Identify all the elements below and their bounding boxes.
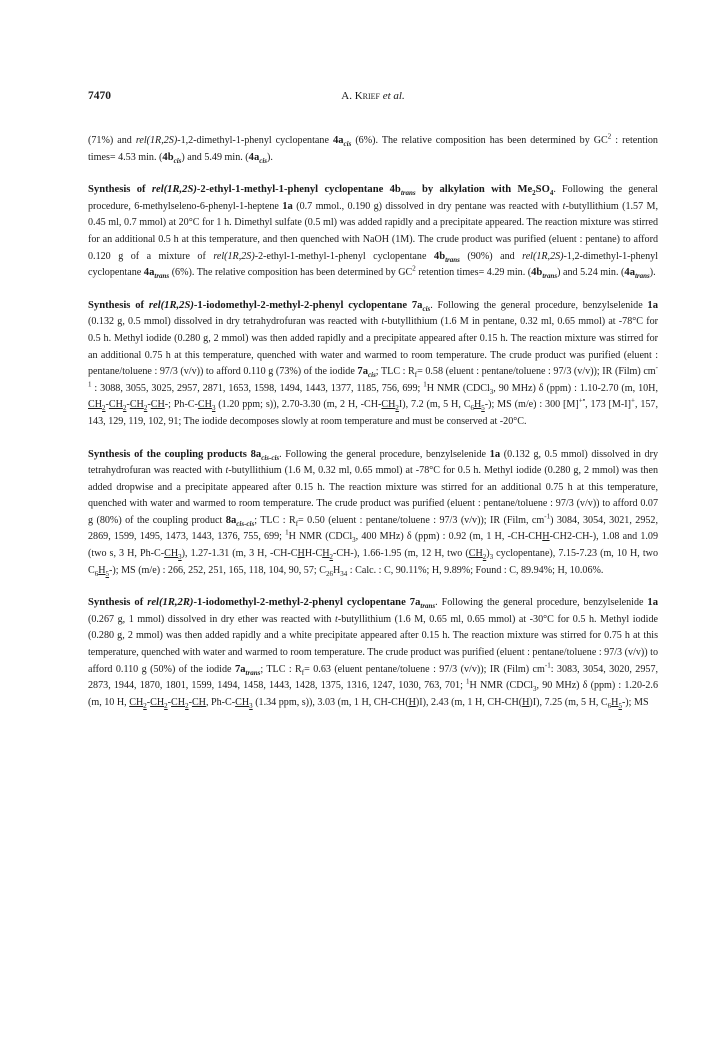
paragraph [88,298,658,431]
page-header [88,90,658,106]
text-run: cis [422,304,431,313]
text-run: H NMR (CDCl [426,382,490,394]
text-run: 4a [332,135,344,146]
text-run: 3 [211,404,216,413]
text-run: -; Ph-C- [164,399,198,411]
text-run: H [98,564,106,576]
text-run: f [414,371,418,380]
text-run: 1 [285,529,289,538]
text-run: ). [267,151,273,163]
text-run: ) and 5.49 min. ( [181,151,249,163]
text-run: -2-ethyl-1-methyl-1-phenyl cyclopentane [254,250,434,262]
running-head-prefix: A. [341,90,355,102]
text-run: ), 1.27-1.31 (m, 3 H, -CH-C [181,548,298,560]
text-run: CH [191,696,206,708]
paragraph [88,133,658,166]
text-run: 5 [618,701,622,710]
text-run: : 3088, 3055, 3025, 2957, 2871, 1653, 1598, 1494, 1443, 1377, 1185, 756, 699; [91,382,424,394]
text-run: , 400 MHz) δ (ppm) : 0.92 (m, 1 H, -CH-CH [355,531,543,543]
text-run: : retention times= 4.53 min. ( [88,135,658,163]
text-run: (1.20 ppm; s)), 2.70-3.30 (m, 2 H, -CH- [215,399,382,411]
text-run: -butyllithium (1.6 M, 0.65 ml, 0.65 mmol) at -30°C for 0.5 h. Methyl iodide (0.280 g, 2 mmol) was then added rapidly and a white precipitate appeared after 0.15 h. The reaction mixture was stirred for 0.75 h at this temperature, quenched with water and warmed to room temperature. The crude product was purified (eluent : pentane/toluene : 97/3 (v/v)) to afford 0.110 g (50%) of the iodide [88,613,658,675]
text-run: (6%). The relative composition has been determined by GC [351,135,608,146]
text-run: -CH-), 1.66-1.95 (m, 12 H, two ( [333,548,469,560]
running-head [88,90,658,102]
text-run: ; TLC : R [254,514,296,526]
text-run: 8a [225,514,237,526]
text-run: 3 [489,387,494,396]
text-run: 7a [357,366,369,378]
text-run: 4b [162,151,174,163]
text-run: . Following the general procedure, 6-methylseleno-6-phenyl-1-heptene [88,184,658,212]
text-run: 4a [143,267,155,279]
text-run: -butyllithium (1.6 M in pentane, 0.32 ml, 0.65 mmol) at -78°C for 0.5 h. Methyl iodide (0.280 g, 2 mmol) was then added rapidly and a precipitate appeared after 0.15 h. The reaction mixture was stirred for an additional 0.75 h at this temperature, quenched with water and warmed to room temperature. The crude product was purified (eluent : pentane/toluene : 97/3 (v/v)) to afford 0.110 g (73%) of the iodide [88,316,658,378]
text-run: ) 3084, 3054, 3021, 2952, 2869, 1599, 1495, 1473, 1443, 1376, 755, 699; [88,514,658,543]
text-run: - [126,399,130,411]
text-run: . Following the general procedure, benzylselenide [279,448,490,460]
text-run: )I), 7.25 (m, 5 H, C [529,696,608,708]
page-number: 7470 [88,90,111,102]
text-run: (0.7 mmol., 0.190 g) dissolved in dry pentane was reacted with [292,200,563,212]
text-run: 4 [549,189,554,198]
text-run: 3 [352,536,356,545]
text-run: ). [649,267,656,279]
text-run: H [522,696,530,708]
text-run: rel(1R,2S) [213,250,255,262]
text-run: : 3083, 3054, 3020, 2957, 2873, 1944, 1870, 1801, 1599, 1494, 1458, 1443, 1428, 1375, 1316, 1247, 1030, 763, 701; [88,663,659,692]
text-run: 2 [102,404,106,413]
text-run: -CH2-CH-), 1.08 and 1.09 (two s, 3 H, Ph-C- [88,531,658,560]
text-run: 2 [329,553,333,562]
text-run: - [167,696,172,708]
text-run: t [562,200,566,212]
text-run: -); MS (m/e) : 266, 252, 251, 165, 118, 104, 90, 57; C [109,564,326,576]
text-run: , 157, 143, 129, 119, 102, 91; The iodide decomposes slowly at room temperature and must be conserved at -20°C. [88,399,658,427]
text-run: 2 [143,404,148,413]
text-run: 26 [325,569,333,578]
text-run: CH [381,399,396,411]
text-run: trans [245,668,261,677]
text-run: H [408,696,416,708]
text-run: CH [129,399,144,411]
text-run: H NMR (CDCl [469,680,534,692]
text-run: t [381,316,385,328]
text-run: cis-cis [261,453,280,462]
text-run: , 90 MHz) δ (ppm) : 1.20-2.6 (m, 10 H, [88,680,658,708]
text-run: trans [445,255,460,264]
text-run: I), 7.2 (m, 5 H, C [398,399,471,411]
text-run: . Following the general procedure, benzylselenide [430,299,648,311]
text-run: -); MS (m/e) : 300 [M] [484,399,579,411]
text-run: 7a [234,663,246,675]
text-run: +• [578,396,586,405]
text-run: cis [173,156,182,165]
text-run: 2 [164,701,168,710]
text-run: = 0.63 (eluent pentane/toluene : 97/3 (v/v)); IR (Film) cm [304,663,545,675]
text-run: ) and 5.24 min. ( [557,267,625,279]
text-run: CH [468,548,483,560]
text-run: 1 [423,380,427,389]
text-run: ; TLC : R [260,663,302,675]
text-run: 2 [482,553,487,562]
text-run: H [542,531,550,543]
text-run: + [630,396,635,405]
text-run: (71%) and [88,135,136,146]
paragraph [88,182,658,282]
text-run: H NMR (CDCl [288,531,353,543]
text-run: -butyllithium (1.57 M, 0.45 ml, 0.7 mmol) at 20°C for 1 h. Dimethyl sulfate (0.5 ml) was added rapidly and a precipitate appeared. The reaction mixture was stirred for an additional 0.5 h at this temperature, and then quenched with NaOH (1M). The crude product was purified (eluent : pentane) to afford 0.120 g of a mixture of [88,200,658,262]
text-run: (0.267 g, 1 mmol) dissolved in dry ether was reacted with [88,613,336,625]
text-run: 4a [248,151,260,163]
text-run: 6 [94,569,99,578]
text-run: Synthesis of [88,597,148,609]
text-run: 3 [178,553,182,562]
text-run: . Following the general procedure, benzylselenide [435,597,648,609]
text-run: H [322,548,330,560]
text-run: (0.132 g, 0.5 mmol) dissolved in dry tetrahydrofuran was reacted with [88,448,658,477]
text-run: (1.34 ppm, s)), 3.03 (m, 1 H, CH-CH( [252,696,409,708]
text-run: = 0.58 (eluent : pentane/toluene : 97/3 (v/v)); IR (Film) cm [417,366,656,378]
text-run: -1,2-dimethyl-1-phenyl cyclopentane [88,250,658,279]
text-run: H [611,696,619,708]
text-run: trans [154,272,170,281]
text-run: H [332,564,341,576]
text-run: -1 [544,661,551,670]
text-run: CH [88,399,103,411]
text-run: 2 [395,404,399,413]
text-run: -butyllithium (1.6 M, 0.32 ml, 0.65 mmol) at -78°C for 0.5 h. Methyl iodide (0.280 g, 2 mmol) was then added dropwise and a precipitate appeared after 0.15 h. The reaction mixture was stirred for an additional 0.75 h at this temperature, quenched with water and warmed to room temperature. The crude product was purified (eluent : pentane/toluene : 97/3 (v/v)) to afford 0.07 g (80%) of the coupling product [88,465,658,526]
text-run: cis [368,371,376,380]
text-run: rel(1R,2S) [135,135,178,146]
text-run: retention times= 4.29 min. ( [415,267,532,279]
text-run: 6 [470,404,474,413]
text-run: (0.132 g, 0.5 mmol) dissolved in dry tetrahydrofuran was reacted with [88,316,382,328]
text-run: - [188,696,192,708]
text-run: CH [164,548,179,560]
text-run: f [295,519,299,528]
text-run: CH [150,696,165,708]
text-run: cis [259,156,268,165]
text-run: Synthesis of [88,184,152,196]
text-run: (6%). The relative composition has been determined by GC [169,267,413,279]
text-run: - [146,696,151,708]
text-run: 4b [531,267,543,279]
text-run: H-C [304,548,323,560]
running-head-suffix: et al. [379,90,405,102]
text-run: 6 [607,701,612,710]
text-run: 4a [624,267,635,279]
text-run: , Ph-C- [205,696,236,708]
text-run: 2 [122,404,127,413]
text-run: rel(1R,2S) [148,299,194,311]
text-run: = 0.50 (eluent : pentane/toluene : 97/3 (v/v)); IR (Film, cm [298,514,545,526]
text-run: - [147,399,151,411]
text-run: 1a [647,597,658,609]
text-run: (90%) and [459,250,523,262]
text-run: 3 [489,553,494,562]
text-run: -1,2-dimethyl-1-phenyl cyclopentane [177,135,333,146]
text-run: -2-ethyl-1-methyl-1-phenyl cyclopentane 4b [196,184,401,196]
text-run: 1a [489,448,501,460]
text-run: by alkylation with Me [415,184,533,196]
text-run: H [297,548,305,560]
text-run: SO [535,184,550,196]
text-run: trans [400,189,416,198]
text-run: H [473,399,482,411]
text-run: t [225,465,229,477]
text-run: 1a [282,200,293,212]
text-run: t [335,613,338,625]
text-run: trans [542,272,558,281]
paragraph [88,595,658,711]
text-run: CH [129,696,144,708]
text-run: 2 [607,132,612,141]
text-run: : Calc. : C, 90.11%; H, 9.89%; Found : C, 89.94%; H, 10.06%. [347,564,604,576]
text-run: ) [486,548,490,560]
text-run: cyclopentane), 7.15-7.23 (m, 10 H, two C [88,548,659,576]
text-run: -1-iodomethyl-2-methyl-2-phenyl cyclopentane 7a [193,597,421,609]
text-run: - [105,399,109,411]
running-head-author: Krief [354,90,380,102]
text-run: -1 [88,363,659,389]
text-run: 3 [533,685,537,694]
text-run: 2 [412,264,416,273]
text-run: , 173 [M-I] [585,399,631,411]
text-run: 4b [433,250,446,262]
text-run: ; TLC : R [375,366,415,378]
text-run: CH [171,696,186,708]
text-run: CH [197,399,212,411]
text-run: rel(1R,2S) [151,184,197,196]
article-body [88,133,658,711]
text-run: 34 [340,569,348,578]
text-run: 2 [532,189,536,198]
text-run: f [301,668,305,677]
text-run: 1 [466,677,470,686]
text-run: 3 [249,701,253,710]
text-run: trans [634,272,650,281]
text-run: , 90 MHz) δ (ppm) : 1.10-2.70 (m, 10H, [493,382,658,394]
text-run: cis [343,140,352,149]
text-run: rel(1R,2S) [522,250,564,262]
text-run: 2 [143,701,147,710]
text-run: rel(1R,2R) [147,597,194,609]
text-run: -1 [544,512,551,521]
text-run: cis-cis [236,519,255,528]
text-run: Synthesis of the coupling products 8a [88,448,262,460]
text-run: -1-iodomethyl-2-methyl-2-phenyl cyclopentane 7a [193,299,423,311]
text-run: CH [108,399,123,411]
text-run: 5 [105,569,110,578]
paragraph [88,447,658,580]
text-run: -); MS [621,696,649,708]
text-run: 5 [481,404,485,413]
text-run: CH [150,399,165,411]
text-run: 2 [185,701,189,710]
text-run: CH [235,696,250,708]
text-run: )I), 2.43 (m, 1 H, CH-CH( [415,696,523,708]
text-run: 1a [647,299,658,311]
text-run: trans [420,602,436,611]
text-run: Synthesis of [88,299,149,311]
